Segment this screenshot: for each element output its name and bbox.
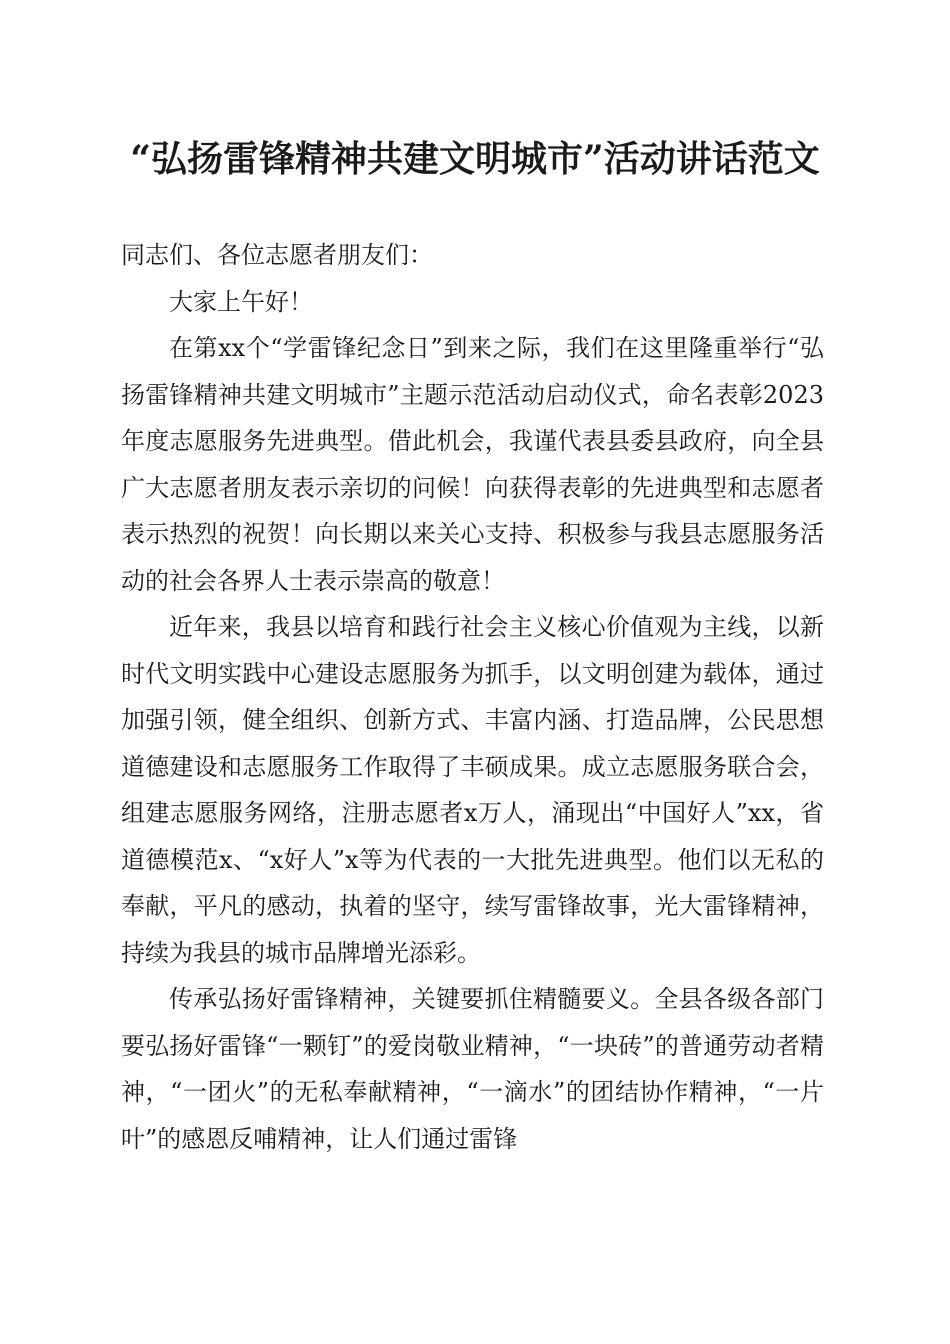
paragraph-greeting: 大家上午好！ — [169, 287, 313, 316]
paragraph-achievements: 近年来，我县以培育和践行社会主义核心价值观为主线，以新时代文明实践中心建设志愿服务为抓手，以文明创建为载体，通过加强引领，健全组织、创新方式、丰富内涵、打造品牌，公民思想道德建设和志愿服务工作取得了丰硕成果。成立志愿服务联合会，组建志愿服务网络，注册志愿者x万人，涌现出“中国好人”xx，省道德模范x、“x好人”x等为代表的一大批先进典型。他们以无私的奉献，平凡的感动，执着的坚守，续写雷锋故事，光大雷锋精神，持续为我县的城市品牌增光添彩。 — [121, 613, 824, 967]
paragraph-opening: 在第xx个“学雷锋纪念日”到来之际，我们在这里隆重举行“弘扬雷锋精神共建文明城市”主题示范活动启动仪式，命名表彰2023年度志愿服务先进典型。借此机会，我谨代表县委县政府，向全县广大志愿者朋友表示亲切的问候！向获得表彰的先进典型和志愿者表示热烈的祝贺！向长期以来关心支持、积极参与我县志愿服务活动的社会各界人士表示崇高的敬意！ — [121, 334, 824, 595]
salutation: 同志们、各位志愿者朋友们： — [121, 241, 433, 269]
paragraph-inheritance: 传承弘扬好雷锋精神，关键要抓住精髓要义。全县各级各部门要弘扬好雷锋“一颗钉”的爱岗敬业精神，“一块砖”的普通劳动者精神，“一团火”的无私奉献精神，“一滴水”的团结协作精神，“一片叶”的感恩反哺精神，让人们通过雷锋 — [121, 985, 824, 1153]
document-body — [121, 232, 824, 1162]
document-title: “弘扬雷锋精神共建文明城市”活动讲话范文 — [130, 138, 820, 180]
